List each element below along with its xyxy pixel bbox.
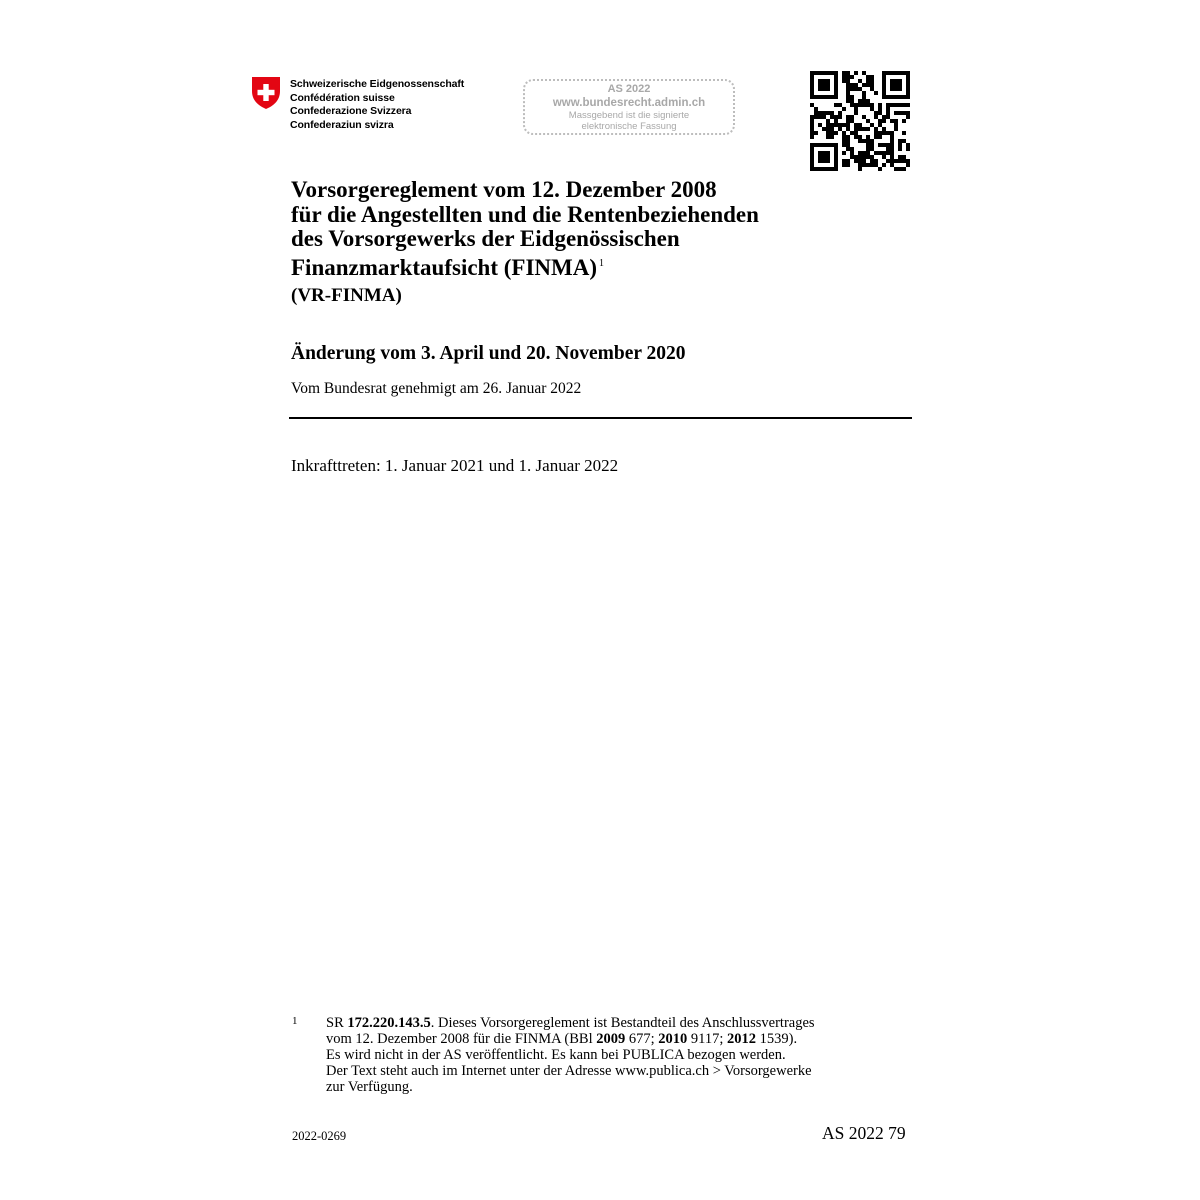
confederation-names [290, 78, 464, 132]
document-number: 2022-0269 [292, 1129, 347, 1143]
as-reference: AS 2022 79 [822, 1123, 906, 1143]
title-line-4-text: Finanzmarktaufsicht (FINMA) [291, 254, 597, 280]
footnote-line-3: Es wird nicht in der AS veröffentlicht. Es kann bei PUBLICA bezogen werden. [326, 1047, 786, 1063]
as-stamp [523, 79, 735, 135]
footnote-mark: 1 [292, 1015, 298, 1027]
title-footnote-ref[interactable]: 1 [599, 257, 604, 269]
approval-note: Vom Bundesrat genehmigt am 26. Januar 2022 [291, 380, 582, 397]
amendment-heading: Änderung vom 3. April und 20. November 2020 [291, 343, 686, 364]
swiss-coat-of-arms-icon [251, 76, 281, 110]
document-title [291, 178, 851, 280]
stamp-note-1: Massgebend ist die signierte [568, 110, 690, 121]
stamp-as-year: AS 2022 [607, 83, 651, 95]
title-line-3: des Vorsorgewerks der Eidgenössischen [291, 226, 680, 251]
sr-number: 172.220.143.5 [347, 1015, 431, 1031]
title-line-4 [291, 252, 851, 281]
footnote-line-5: zur Verfügung. [326, 1079, 413, 1095]
footnote-line-4: Der Text steht auch im Internet unter der Adresse www.publica.ch > Vorsorgewerke [326, 1063, 812, 1079]
entry-into-force: Inkrafttreten: 1. Januar 2021 und 1. Januar 2022 [291, 456, 619, 475]
confederation-name-rm: Confederaziun svizra [290, 118, 394, 131]
footnote-line-1: SR 172.220.143.5. Dieses Vorsorgereglement ist Bestandteil des Anschlussvertrages [326, 1015, 815, 1031]
qr-code-icon [810, 71, 910, 171]
separator-rule [289, 417, 912, 419]
confederation-name-it: Confederazione Svizzera [290, 105, 412, 117]
stamp-url: www.bundesrecht.admin.ch [552, 97, 706, 109]
title-line-2: für die Angestellten und die Rentenbeziehenden [291, 201, 759, 227]
short-title: (VR-FINMA) [291, 285, 402, 306]
footnote-text [326, 1015, 906, 1095]
footnote-line-2: vom 12. Dezember 2008 für die FINMA (BBl 2009 677; 2010 9117; 2012 1539). [326, 1031, 798, 1047]
stamp-note-2: elektronische Fassung [581, 121, 677, 132]
confederation-name-de: Schweizerische Eidgenossenschaft [290, 78, 465, 90]
title-line-1: Vorsorgereglement vom 12. Dezember 2008 [291, 177, 717, 202]
confederation-name-fr: Confédération suisse [290, 91, 395, 104]
